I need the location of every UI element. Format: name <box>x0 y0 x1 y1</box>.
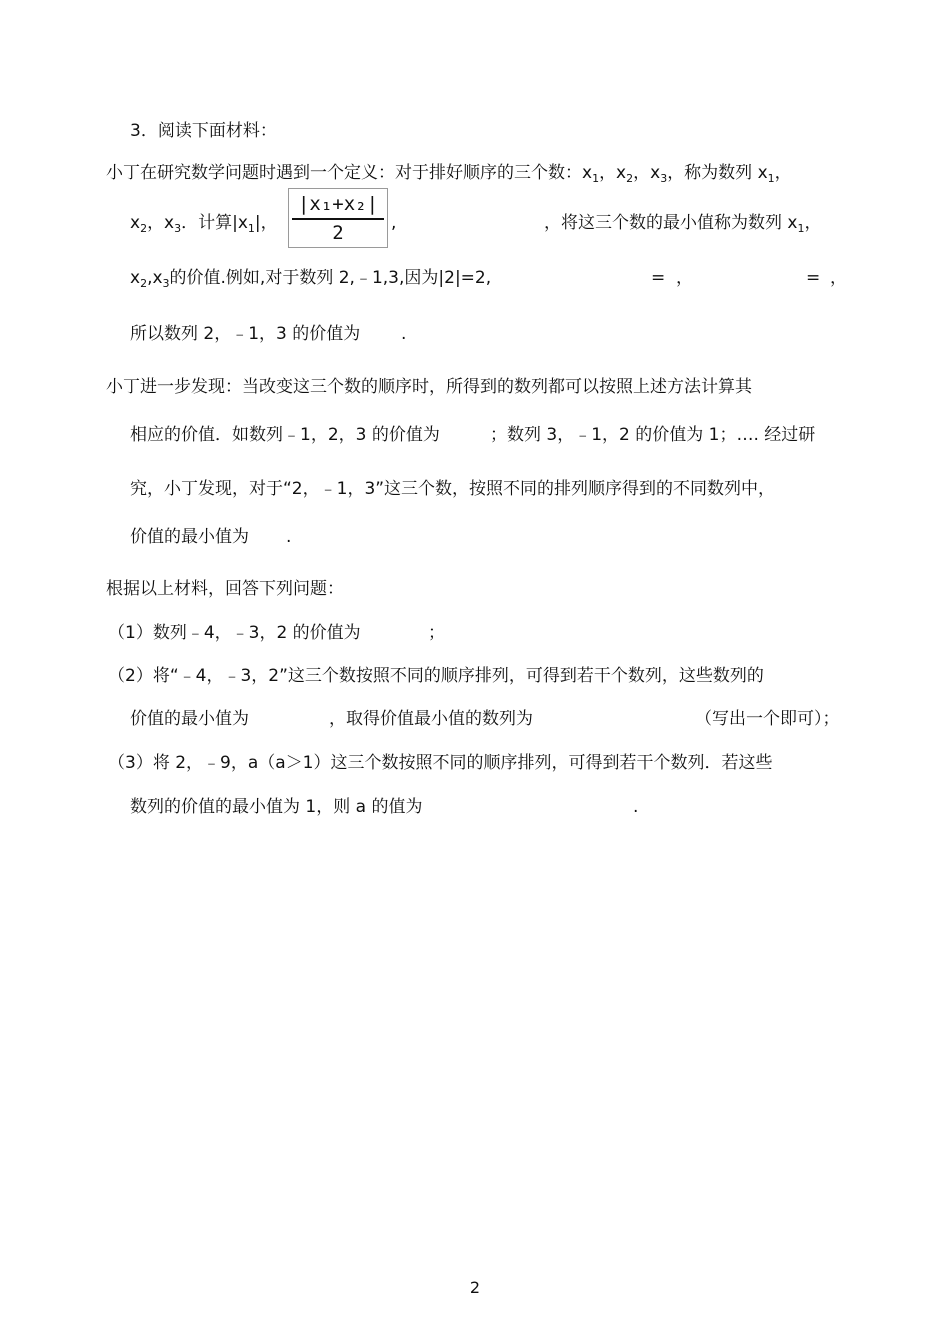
problem-heading: 3．阅读下面材料： <box>130 121 277 141</box>
page-number: 2 <box>469 1278 481 1297</box>
fraction-numerator: |x₁+x₂| <box>297 193 379 215</box>
subscript: 1 <box>797 222 805 235</box>
intro-text: ，将这三个数的最小值称为数列 x <box>544 213 798 233</box>
intro-text: ，x <box>599 163 627 183</box>
intro-text: x <box>130 213 141 233</box>
period: . <box>286 527 292 547</box>
subscript: 3 <box>174 222 182 235</box>
subscript: 3 <box>660 172 668 185</box>
equals-sign: = <box>651 268 666 288</box>
questions-lead: 根据以上材料，回答下列问题： <box>106 579 344 599</box>
equals-sign: = <box>806 268 821 288</box>
intro-text: 小丁在研究数学问题时遇到一个定义：对于排好顺序的三个数：x <box>106 163 593 183</box>
intro-line-4: 所以数列 2，﹣1，3 的价值为 <box>130 324 361 344</box>
intro-line-2-right <box>544 211 821 235</box>
para2-line-1: 小丁进一步发现：当改变这三个数的顺序时，所得到的数列都可以按照上述方法计算其 <box>106 377 752 397</box>
para2-line-4: 价值的最小值为 <box>130 527 249 547</box>
para2-line-2-left: 相应的价值．如数列﹣1，2，3 的价值为 <box>130 425 440 445</box>
subscript: 1 <box>767 172 775 185</box>
period: . <box>401 324 407 344</box>
subscript: 2 <box>140 222 148 235</box>
intro-text: ，称为数列 x <box>667 163 768 183</box>
intro-text: ， <box>804 213 822 233</box>
fraction-denominator: 2 <box>332 222 344 244</box>
comma: ， <box>830 268 847 288</box>
intro-line-3 <box>130 266 491 290</box>
intro-comma: , <box>391 213 397 233</box>
period: . <box>633 797 639 817</box>
intro-text: ,x <box>147 268 163 288</box>
intro-text: |， <box>254 213 278 233</box>
intro-text: ，x <box>633 163 661 183</box>
question-2-line-2-b: ，取得价值最小值的数列为 <box>329 709 533 729</box>
subscript: 3 <box>162 277 170 290</box>
subscript: 2 <box>626 172 634 185</box>
intro-line-1 <box>106 161 792 185</box>
intro-text: 的价值.例如,对于数列 2,﹣1,3,因为|2|=2, <box>169 268 492 288</box>
semicolon: ； <box>428 623 445 643</box>
subscript: 1 <box>247 222 255 235</box>
para2-line-2-right: ；数列 3，﹣1，2 的价值为 1；…. 经过研 <box>490 425 816 445</box>
question-1: （1）数列﹣4，﹣3，2 的价值为 <box>108 623 361 643</box>
intro-text: x <box>130 268 141 288</box>
subscript: 2 <box>140 277 148 290</box>
question-2-line-2-a: 价值的最小值为 <box>130 709 249 729</box>
para2-line-3: 究，小丁发现，对于“2，﹣1，3”这三个数，按照不同的排列顺序得到的不同数列中， <box>130 479 776 499</box>
question-2-line-2-c: （写出一个即可）； <box>695 709 840 729</box>
fraction-formula-image <box>288 188 388 248</box>
comma: ， <box>676 268 693 288</box>
subscript: 1 <box>592 172 600 185</box>
intro-text: ， <box>774 163 792 183</box>
question-3-line-1: （3）将 2，﹣9，a（a＞1）这三个数按照不同的顺序排列，可得到若干个数列．若这些 <box>108 753 773 773</box>
question-2-line-1: （2）将“﹣4，﹣3，2”这三个数按照不同的顺序排列，可得到若干个数列，这些数列的 <box>108 666 764 686</box>
intro-text: ．计算|x <box>181 213 248 233</box>
question-3-line-2: 数列的价值的最小值为 1，则 a 的值为 <box>130 797 423 817</box>
intro-line-2-left <box>130 211 278 235</box>
intro-text: ，x <box>147 213 175 233</box>
